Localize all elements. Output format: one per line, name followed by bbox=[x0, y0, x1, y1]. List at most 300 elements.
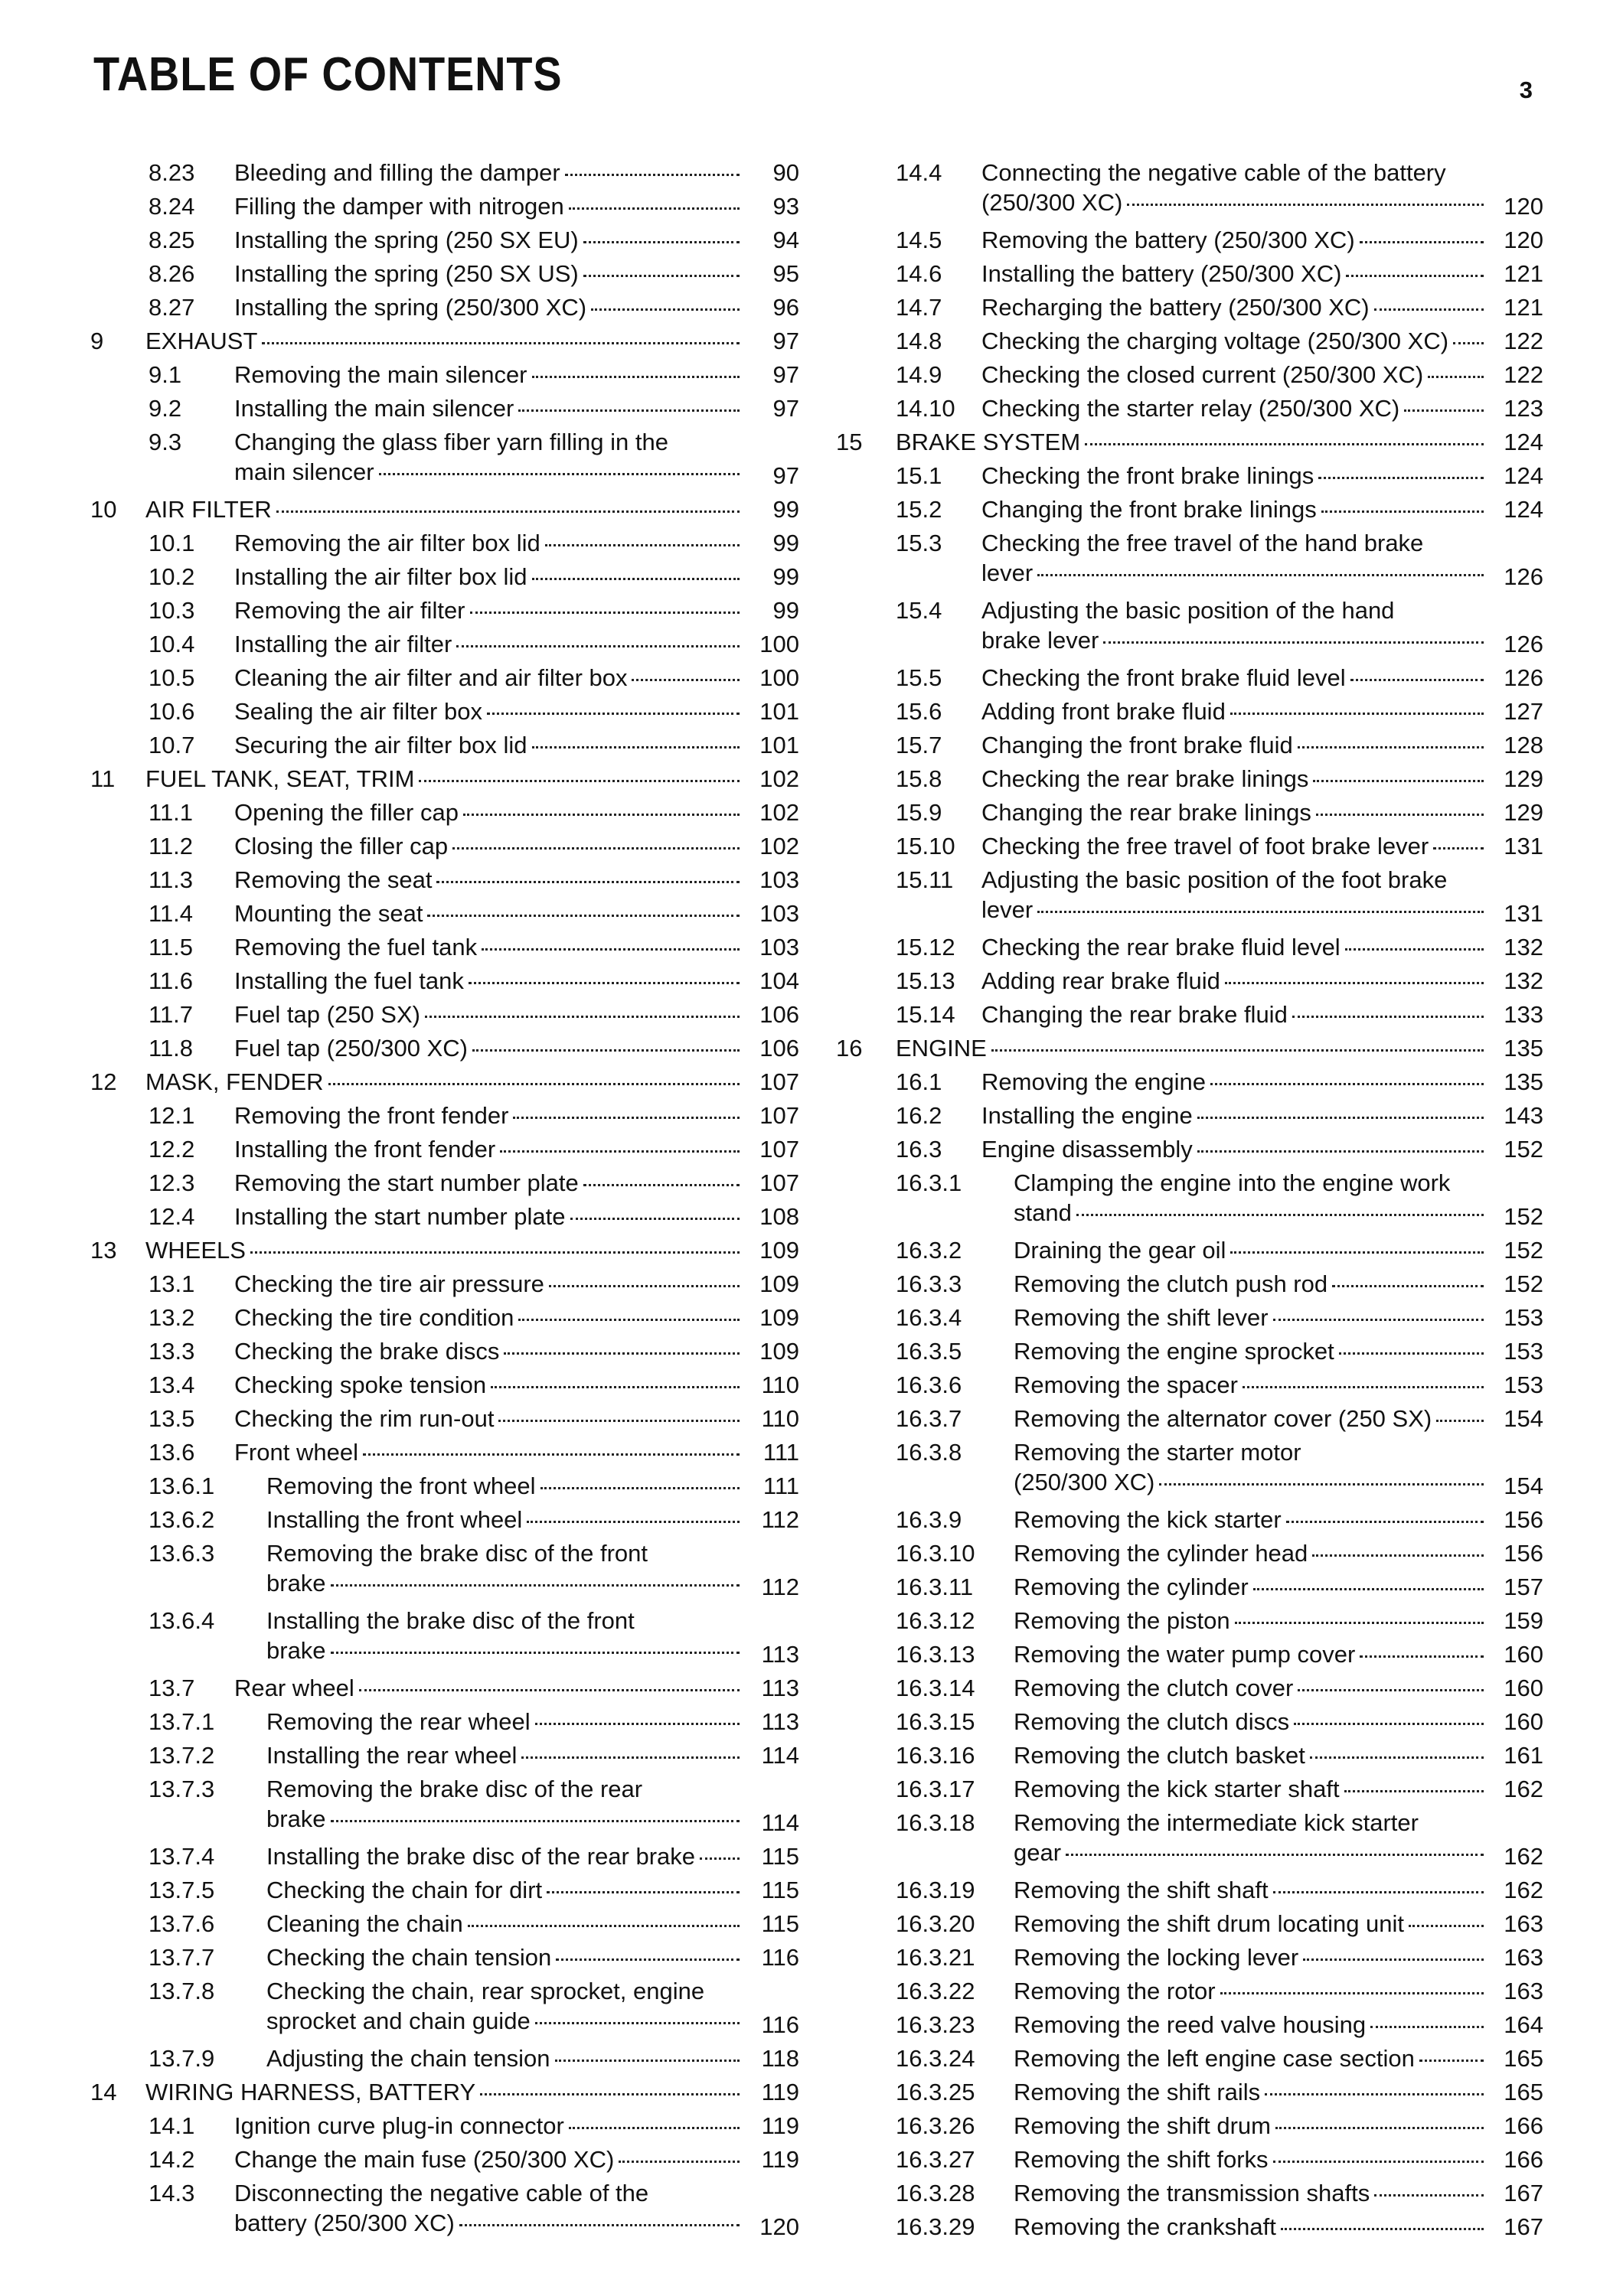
toc-entry-number: 16.3.17 bbox=[896, 1776, 975, 1802]
toc-entry[interactable] bbox=[90, 1740, 799, 1770]
toc-entry-title: Checking the charging voltage (250/300 XC) bbox=[981, 328, 1449, 354]
toc-entry[interactable] bbox=[836, 2178, 1543, 2208]
toc-entry[interactable] bbox=[836, 2010, 1543, 2040]
toc-entry[interactable] bbox=[90, 1168, 799, 1198]
toc-entry[interactable] bbox=[90, 225, 799, 255]
toc-entry[interactable] bbox=[90, 1976, 799, 2040]
toc-entry[interactable] bbox=[836, 360, 1543, 390]
toc-entry[interactable] bbox=[836, 1572, 1543, 1602]
toc-entry[interactable] bbox=[836, 1336, 1543, 1366]
toc-entry[interactable] bbox=[90, 1606, 799, 1669]
dot-leader bbox=[1360, 241, 1484, 243]
toc-entry[interactable] bbox=[90, 2111, 799, 2141]
toc-entry-title: Removing the front wheel bbox=[266, 1473, 536, 1499]
toc-entry[interactable] bbox=[836, 292, 1543, 322]
dot-leader bbox=[427, 915, 740, 917]
dot-leader bbox=[459, 2224, 740, 2226]
toc-entry-number: 13.4 bbox=[149, 1371, 195, 1398]
toc-entry[interactable] bbox=[836, 326, 1543, 356]
toc-entry[interactable] bbox=[836, 2043, 1543, 2073]
toc-entry-page: 166 bbox=[1504, 2146, 1543, 2173]
toc-entry-title-continued: main silencer bbox=[234, 458, 374, 485]
toc-column-right bbox=[836, 158, 1543, 2245]
toc-entry[interactable] bbox=[836, 1639, 1543, 1669]
toc-entry-number: 13.7.2 bbox=[149, 1742, 215, 1769]
dot-leader bbox=[452, 847, 740, 850]
toc-entry-title: Checking the chain, rear sprocket, engine bbox=[266, 1978, 705, 2004]
toc-entry-number: 16.3.19 bbox=[896, 1877, 975, 1903]
toc-entry[interactable] bbox=[836, 259, 1543, 289]
toc-entry-number: 12 bbox=[90, 1068, 117, 1095]
dot-leader bbox=[1066, 1854, 1484, 1856]
toc-entry-number: 16.3.6 bbox=[896, 1371, 962, 1398]
toc-entry-number: 11.3 bbox=[149, 866, 194, 893]
toc-entry[interactable] bbox=[836, 1673, 1543, 1703]
toc-entry[interactable] bbox=[90, 427, 799, 491]
dot-leader bbox=[513, 1117, 740, 1119]
toc-entry-number: 16.3.28 bbox=[896, 2180, 975, 2206]
toc-entry-page: 157 bbox=[1504, 1574, 1543, 1600]
toc-entry-title-continued: gear bbox=[1014, 1839, 1062, 1866]
toc-entry-title: Changing the front brake fluid bbox=[981, 732, 1293, 758]
toc-entry[interactable] bbox=[836, 2077, 1543, 2107]
toc-chapter[interactable] bbox=[90, 494, 799, 524]
toc-entry[interactable] bbox=[90, 259, 799, 289]
toc-entry-title: Installing the spring (250/300 XC) bbox=[234, 294, 587, 321]
toc-entry-page: 165 bbox=[1504, 2045, 1543, 2072]
toc-entry-number: 16.3.8 bbox=[896, 1439, 962, 1466]
dot-leader bbox=[250, 1251, 740, 1254]
toc-entry-title: MASK, FENDER bbox=[145, 1068, 324, 1095]
toc-chapter[interactable] bbox=[90, 764, 799, 794]
dot-leader bbox=[532, 746, 740, 748]
toc-entry-title: Installing the engine bbox=[981, 1102, 1193, 1129]
toc-entry-number: 16.3 bbox=[896, 1136, 942, 1163]
toc-entry[interactable] bbox=[90, 2144, 799, 2174]
toc-entry[interactable] bbox=[90, 1404, 799, 1433]
toc-entry[interactable] bbox=[90, 1505, 799, 1534]
toc-entry[interactable] bbox=[836, 225, 1543, 255]
toc-entry-number: 16.3.23 bbox=[896, 2011, 975, 2038]
toc-entry-page: 133 bbox=[1504, 1001, 1543, 1028]
dot-leader bbox=[1265, 2093, 1484, 2095]
toc-entry-page: 109 bbox=[759, 1304, 799, 1331]
toc-entry[interactable] bbox=[90, 899, 799, 928]
dot-leader bbox=[480, 2093, 740, 2095]
toc-entry-page: 107 bbox=[759, 1169, 799, 1196]
toc-entry-number: 16.3.12 bbox=[896, 1607, 975, 1634]
toc-entry[interactable] bbox=[836, 2111, 1543, 2141]
toc-entry[interactable] bbox=[836, 461, 1543, 491]
toc-entry[interactable] bbox=[90, 2043, 799, 2073]
toc-entry-page: 167 bbox=[1504, 2180, 1543, 2206]
toc-entry[interactable] bbox=[90, 1909, 799, 1939]
toc-entry-title: Removing the piston bbox=[1014, 1607, 1230, 1634]
toc-entry-number: 9.2 bbox=[149, 395, 182, 422]
toc-entry-title: Installing the brake disc of the front bbox=[266, 1607, 635, 1634]
toc-entry-number: 14 bbox=[90, 2079, 117, 2105]
toc-entry-number: 16 bbox=[836, 1035, 863, 1062]
toc-entry-page: 115 bbox=[761, 1843, 799, 1870]
toc-entry-title: Removing the locking lever bbox=[1014, 1944, 1299, 1971]
toc-entry[interactable] bbox=[90, 1437, 799, 1467]
toc-entry-number: 16.3.22 bbox=[896, 1978, 975, 2004]
toc-entry[interactable] bbox=[836, 2144, 1543, 2174]
toc-entry[interactable] bbox=[836, 1538, 1543, 1568]
dot-leader bbox=[1273, 1891, 1484, 1893]
toc-entry-page: 110 bbox=[761, 1371, 799, 1398]
dot-leader bbox=[1294, 1723, 1484, 1725]
toc-entry[interactable] bbox=[836, 865, 1543, 928]
toc-entry-title: EXHAUST bbox=[145, 328, 258, 354]
toc-entry[interactable] bbox=[836, 1740, 1543, 1770]
toc-entry-number: 11.1 bbox=[149, 799, 194, 826]
toc-entry[interactable] bbox=[90, 1841, 799, 1871]
toc-entry-number: 16.3.14 bbox=[896, 1675, 975, 1701]
toc-entry-number: 16.3.11 bbox=[896, 1574, 974, 1600]
dot-leader bbox=[1230, 1251, 1484, 1254]
toc-entry-title: Connecting the negative cable of the battery bbox=[981, 159, 1446, 186]
toc-entry-title: Removing the brake disc of the rear bbox=[266, 1776, 643, 1802]
toc-entry[interactable] bbox=[90, 1471, 799, 1501]
toc-entry-number: 14.7 bbox=[896, 294, 942, 321]
toc-entry-number: 13.7.4 bbox=[149, 1843, 215, 1870]
dot-leader bbox=[463, 814, 740, 816]
dot-leader bbox=[1273, 2161, 1484, 2163]
toc-entry-page: 99 bbox=[772, 597, 799, 624]
toc-entry[interactable] bbox=[836, 730, 1543, 760]
toc-entry[interactable] bbox=[836, 764, 1543, 794]
dot-leader bbox=[487, 713, 740, 715]
toc-entry-page: 132 bbox=[1504, 967, 1543, 994]
toc-entry[interactable] bbox=[90, 292, 799, 322]
toc-entry-number: 14.5 bbox=[896, 227, 942, 253]
toc-entry-number: 8.24 bbox=[149, 193, 195, 220]
toc-entry[interactable] bbox=[836, 1942, 1543, 1972]
toc-entry[interactable] bbox=[90, 730, 799, 760]
dot-leader bbox=[1037, 574, 1484, 576]
toc-entry-title: Removing the brake disc of the front bbox=[266, 1540, 648, 1567]
toc-entry[interactable] bbox=[90, 1303, 799, 1332]
dot-leader bbox=[1197, 1150, 1484, 1153]
toc-entry-number: 13.6.4 bbox=[149, 1607, 215, 1634]
toc-entry-number: 13.7.8 bbox=[149, 1978, 215, 2004]
toc-entry[interactable] bbox=[836, 1774, 1543, 1804]
toc-entry[interactable] bbox=[836, 1404, 1543, 1433]
dot-leader bbox=[545, 544, 740, 546]
toc-entry[interactable] bbox=[836, 1101, 1543, 1130]
toc-entry-page: 126 bbox=[1504, 563, 1543, 590]
toc-entry-number: 13.1 bbox=[149, 1270, 195, 1297]
toc-entry-title: Removing the reed valve housing bbox=[1014, 2011, 1367, 2038]
toc-entry-number: 15.2 bbox=[896, 496, 942, 523]
toc-entry[interactable] bbox=[836, 831, 1543, 861]
toc-entry-page: 90 bbox=[772, 159, 799, 186]
toc-entry-number: 15 bbox=[836, 429, 863, 455]
dot-leader bbox=[419, 780, 740, 782]
toc-entry-title: Checking the front brake fluid level bbox=[981, 664, 1346, 691]
toc-entry[interactable] bbox=[90, 1202, 799, 1231]
toc-entry[interactable] bbox=[836, 1976, 1543, 2006]
toc-entry[interactable] bbox=[836, 1235, 1543, 1265]
toc-entry[interactable] bbox=[90, 1673, 799, 1703]
toc-chapter[interactable] bbox=[90, 2077, 799, 2107]
toc-entry-number: 13.6.2 bbox=[149, 1506, 215, 1533]
toc-entry-number: 15.7 bbox=[896, 732, 942, 758]
toc-entry[interactable] bbox=[836, 1067, 1543, 1097]
toc-entry-page: 111 bbox=[763, 1473, 799, 1499]
toc-chapter[interactable] bbox=[836, 427, 1543, 457]
toc-entry-title: Ignition curve plug-in connector bbox=[234, 2112, 564, 2139]
toc-entry-title: Checking the free travel of the hand brake bbox=[981, 530, 1424, 556]
toc-entry-page: 129 bbox=[1504, 765, 1543, 792]
toc-entry[interactable] bbox=[836, 1437, 1543, 1501]
toc-entry[interactable] bbox=[90, 360, 799, 390]
toc-entry-title: ENGINE bbox=[896, 1035, 987, 1062]
dot-leader bbox=[1312, 1554, 1484, 1557]
dot-leader bbox=[1318, 477, 1484, 479]
toc-entry-title: Cleaning the chain bbox=[266, 1910, 463, 1937]
toc-entry[interactable] bbox=[90, 1707, 799, 1737]
toc-entry-number: 10.5 bbox=[149, 664, 195, 691]
toc-entry-page: 153 bbox=[1504, 1371, 1543, 1398]
dot-leader bbox=[359, 1689, 740, 1691]
toc-entry-number: 16.3.9 bbox=[896, 1506, 962, 1533]
toc-entry[interactable] bbox=[836, 1269, 1543, 1299]
toc-entry-title: Removing the shift drum locating unit bbox=[1014, 1910, 1405, 1937]
toc-entry-number: 13.6.3 bbox=[149, 1540, 215, 1567]
dot-leader bbox=[456, 645, 740, 647]
toc-entry[interactable] bbox=[90, 1134, 799, 1164]
toc-entry-page: 162 bbox=[1504, 1843, 1543, 1870]
dot-leader bbox=[470, 612, 740, 614]
toc-entry[interactable] bbox=[836, 966, 1543, 996]
toc-entry[interactable] bbox=[90, 1370, 799, 1400]
toc-entry-title: Changing the glass fiber yarn filling in the bbox=[234, 429, 668, 455]
toc-entry-title: Removing the transmission shafts bbox=[1014, 2180, 1370, 2206]
toc-entry[interactable] bbox=[90, 562, 799, 592]
toc-entry[interactable] bbox=[836, 2212, 1543, 2242]
toc-entry-page: 124 bbox=[1504, 496, 1543, 523]
toc-entry[interactable] bbox=[836, 1707, 1543, 1737]
dot-leader bbox=[331, 1820, 740, 1822]
toc-entry-page: 153 bbox=[1504, 1304, 1543, 1331]
toc-entry-title: Removing the clutch discs bbox=[1014, 1708, 1290, 1735]
dot-leader bbox=[1243, 1386, 1484, 1388]
toc-entry-number: 10.7 bbox=[149, 732, 195, 758]
dot-leader bbox=[1103, 641, 1484, 644]
toc-entry-number: 11.6 bbox=[149, 967, 194, 994]
dot-leader bbox=[1037, 911, 1484, 913]
toc-entry-title: Checking the free travel of foot brake lever bbox=[981, 833, 1429, 859]
toc-entry[interactable] bbox=[836, 1606, 1543, 1636]
toc-entry-title: Removing the clutch cover bbox=[1014, 1675, 1294, 1701]
toc-entry[interactable] bbox=[836, 494, 1543, 524]
toc-entry-title: Clamping the engine into the engine work bbox=[1014, 1169, 1451, 1196]
dot-leader bbox=[1370, 2026, 1484, 2028]
toc-entry[interactable] bbox=[836, 393, 1543, 423]
toc-entry[interactable] bbox=[836, 1134, 1543, 1164]
toc-entry[interactable] bbox=[90, 663, 799, 693]
toc-entry[interactable] bbox=[836, 1909, 1543, 1939]
toc-entry-title: Removing the left engine case section bbox=[1014, 2045, 1415, 2072]
toc-entry-page: 156 bbox=[1504, 1540, 1543, 1567]
toc-chapter[interactable] bbox=[90, 1235, 799, 1265]
toc-entry-title: Installing the spring (250 SX EU) bbox=[234, 227, 579, 253]
dot-leader bbox=[276, 510, 740, 513]
toc-entry[interactable] bbox=[90, 393, 799, 423]
toc-entry[interactable] bbox=[90, 191, 799, 221]
dot-leader bbox=[262, 342, 740, 344]
dot-leader bbox=[632, 679, 740, 681]
toc-entry[interactable] bbox=[836, 1168, 1543, 1231]
toc-entry-page: 161 bbox=[1504, 1742, 1543, 1769]
toc-entry-title: Installing the front wheel bbox=[266, 1506, 523, 1533]
toc-entry-title-continued: brake bbox=[266, 1637, 326, 1664]
toc-entry[interactable] bbox=[90, 1942, 799, 1972]
toc-entry-title: Removing the kick starter bbox=[1014, 1506, 1282, 1533]
dot-leader bbox=[1275, 2127, 1484, 2129]
toc-entry[interactable] bbox=[90, 1269, 799, 1299]
toc-entry-page: 109 bbox=[759, 1237, 799, 1264]
toc-chapter[interactable] bbox=[90, 326, 799, 356]
toc-entry[interactable] bbox=[90, 1875, 799, 1905]
toc-entry[interactable] bbox=[90, 1774, 799, 1838]
toc-entry[interactable] bbox=[90, 528, 799, 558]
toc-entry[interactable] bbox=[90, 696, 799, 726]
toc-entry[interactable] bbox=[836, 1875, 1543, 1905]
toc-entry-page: 111 bbox=[763, 1439, 799, 1466]
dot-leader bbox=[535, 1723, 740, 1725]
toc-entry-page: 99 bbox=[772, 530, 799, 556]
toc-entry[interactable] bbox=[90, 797, 799, 827]
toc-entry-number: 16.3.15 bbox=[896, 1708, 975, 1735]
toc-entry[interactable] bbox=[836, 1000, 1543, 1029]
toc-entry[interactable] bbox=[90, 1033, 799, 1063]
toc-entry-number: 13.7.1 bbox=[149, 1708, 215, 1735]
toc-entry-title: Fuel tap (250/300 XC) bbox=[234, 1035, 469, 1062]
toc-entry-number: 15.14 bbox=[896, 1001, 955, 1028]
toc-entry-page: 99 bbox=[772, 496, 799, 523]
dot-leader bbox=[1281, 2228, 1484, 2230]
toc-entry-page: 163 bbox=[1504, 1910, 1543, 1937]
toc-entry-number: 9.3 bbox=[149, 429, 182, 455]
toc-chapter[interactable] bbox=[90, 1067, 799, 1097]
dot-leader bbox=[1360, 1655, 1484, 1658]
toc-entry-title: WHEELS bbox=[145, 1237, 246, 1264]
toc-entry-title: Installing the air filter box lid bbox=[234, 563, 527, 590]
toc-entry-page: 113 bbox=[761, 1708, 799, 1735]
toc-entry-page: 93 bbox=[772, 193, 799, 220]
toc-entry[interactable] bbox=[90, 158, 799, 188]
toc-entry[interactable] bbox=[90, 966, 799, 996]
toc-entry[interactable] bbox=[90, 1101, 799, 1130]
toc-entry-title: Mounting the seat bbox=[234, 900, 423, 927]
toc-entry[interactable] bbox=[836, 932, 1543, 962]
toc-entry[interactable] bbox=[836, 696, 1543, 726]
toc-entry-page: 124 bbox=[1504, 429, 1543, 455]
dot-leader bbox=[363, 1453, 740, 1456]
toc-entry-title: Checking the chain tension bbox=[266, 1944, 552, 1971]
toc-entry-page: 120 bbox=[1504, 193, 1543, 220]
page-number: 3 bbox=[1519, 77, 1533, 103]
toc-entry-title: Installing the fuel tank bbox=[234, 967, 464, 994]
toc-entry-title-continued: lever bbox=[981, 896, 1034, 923]
dot-leader bbox=[555, 2060, 740, 2062]
toc-entry[interactable] bbox=[836, 1808, 1543, 1871]
dot-leader bbox=[1433, 847, 1484, 850]
dot-leader bbox=[1332, 1285, 1484, 1287]
toc-entry[interactable] bbox=[90, 831, 799, 861]
toc-entry-number: 16.3.7 bbox=[896, 1405, 962, 1432]
toc-entry-title: Checking the rear brake fluid level bbox=[981, 934, 1341, 960]
toc-entry[interactable] bbox=[90, 629, 799, 659]
toc-entry-page: 102 bbox=[759, 799, 799, 826]
toc-entry-number: 9.1 bbox=[149, 361, 182, 388]
toc-entry-number: 11.7 bbox=[149, 1001, 194, 1028]
dot-leader bbox=[565, 174, 740, 176]
toc-entry-page: 120 bbox=[759, 2213, 799, 2240]
dot-leader bbox=[1253, 1588, 1484, 1590]
toc-entry-number: 9 bbox=[90, 328, 104, 354]
toc-entry-number: 11 bbox=[90, 765, 116, 792]
toc-entry-page: 122 bbox=[1504, 328, 1543, 354]
dot-leader bbox=[1419, 2060, 1484, 2062]
toc-chapter[interactable] bbox=[836, 1033, 1543, 1063]
toc-entry[interactable] bbox=[836, 1370, 1543, 1400]
toc-entry-page: 113 bbox=[761, 1675, 799, 1701]
toc-entry-number: 16.3.2 bbox=[896, 1237, 962, 1264]
toc-entry[interactable] bbox=[836, 1505, 1543, 1534]
toc-entry[interactable] bbox=[836, 528, 1543, 592]
toc-entry[interactable] bbox=[90, 595, 799, 625]
toc-entry-number: 14.6 bbox=[896, 260, 942, 287]
toc-entry[interactable] bbox=[90, 932, 799, 962]
dot-leader bbox=[1303, 1958, 1484, 1961]
toc-entry-title: Removing the crankshaft bbox=[1014, 2213, 1276, 2240]
dot-leader bbox=[1273, 1319, 1484, 1321]
toc-entry[interactable] bbox=[90, 865, 799, 895]
toc-entry-title: Adjusting the basic position of the hand bbox=[981, 597, 1395, 624]
toc-entry[interactable] bbox=[90, 1336, 799, 1366]
toc-entry-title: Checking the tire air pressure bbox=[234, 1270, 544, 1297]
toc-entry-number: 8.23 bbox=[149, 159, 195, 186]
toc-entry-page: 135 bbox=[1504, 1035, 1543, 1062]
toc-entry-number: 11.4 bbox=[149, 900, 194, 927]
dot-leader bbox=[1127, 204, 1484, 206]
toc-entry[interactable] bbox=[90, 2178, 799, 2242]
toc-entry-page: 96 bbox=[772, 294, 799, 321]
dot-leader bbox=[469, 982, 740, 984]
toc-entry-number: 10.2 bbox=[149, 563, 195, 590]
toc-entry[interactable] bbox=[90, 1538, 799, 1602]
toc-entry-title: Adding front brake fluid bbox=[981, 698, 1226, 725]
toc-entry[interactable] bbox=[90, 1000, 799, 1029]
toc-entry[interactable] bbox=[836, 595, 1543, 659]
toc-entry[interactable] bbox=[836, 663, 1543, 693]
toc-entry-number: 15.11 bbox=[896, 866, 954, 893]
toc-entry-title: Checking the front brake linings bbox=[981, 462, 1314, 489]
toc-entry-title: Engine disassembly bbox=[981, 1136, 1193, 1163]
toc-entry[interactable] bbox=[836, 158, 1543, 221]
toc-entry[interactable] bbox=[836, 797, 1543, 827]
toc-entry-page: 97 bbox=[772, 328, 799, 354]
toc-entry[interactable] bbox=[836, 1303, 1543, 1332]
toc-entry-page: 106 bbox=[759, 1001, 799, 1028]
toc-entry-number: 14.8 bbox=[896, 328, 942, 354]
toc-entry-page: 119 bbox=[761, 2079, 799, 2105]
toc-entry-number: 10.6 bbox=[149, 698, 195, 725]
